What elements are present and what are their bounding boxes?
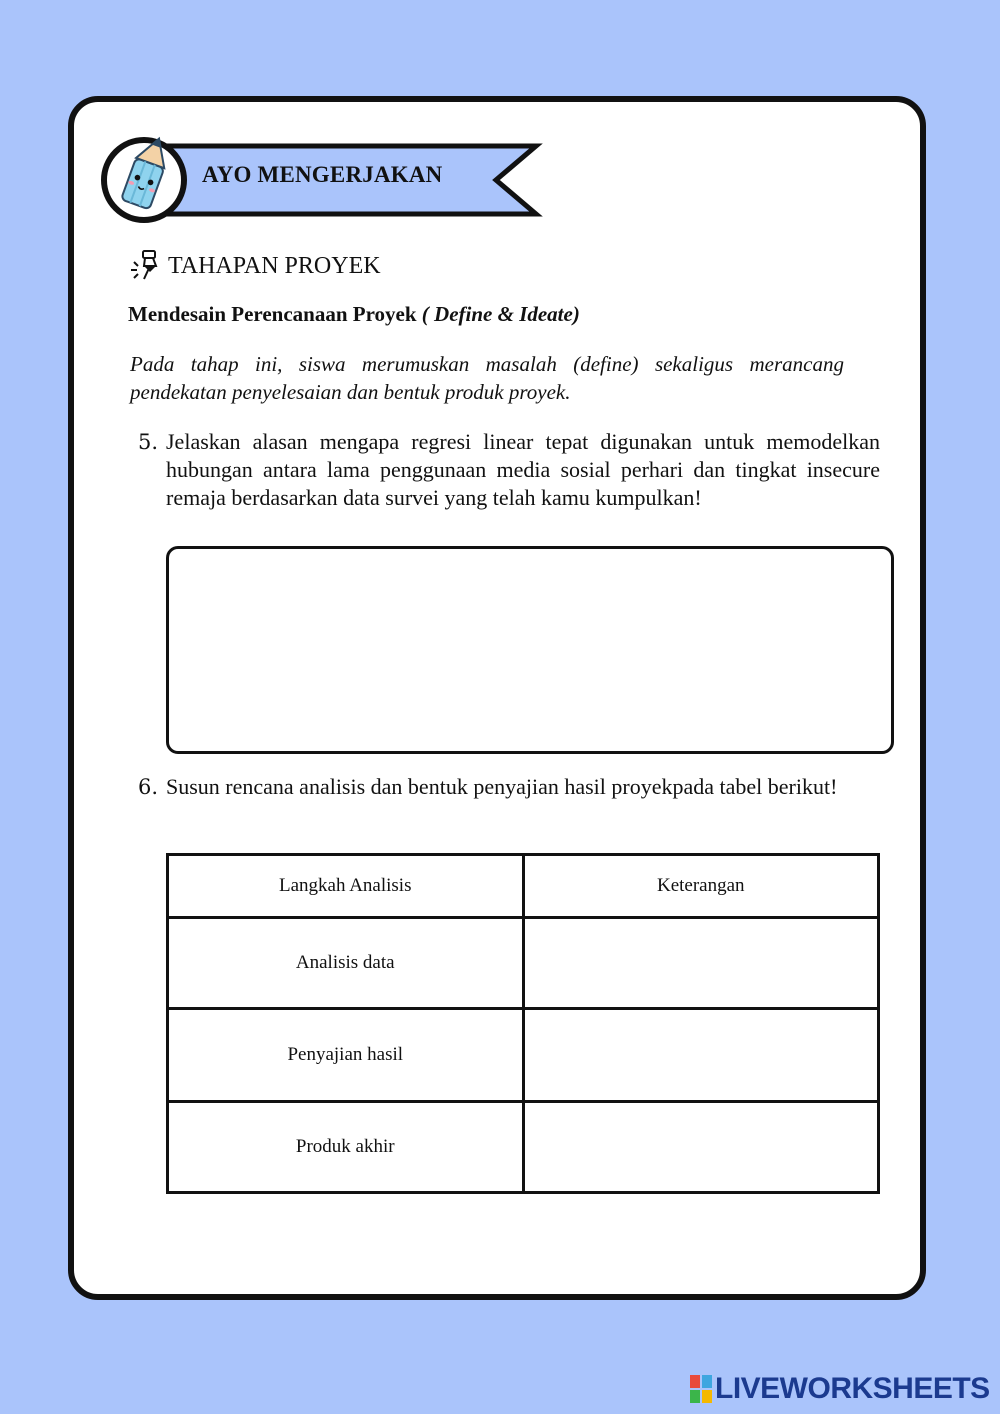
question-number: 6. — [138, 775, 159, 799]
liveworksheets-logo-icon — [690, 1375, 712, 1403]
section-heading — [128, 248, 381, 284]
header-langkah-analisis: Langkah Analisis — [168, 855, 524, 918]
question-text: Jelaskan alasan mengapa regresi linear tepat digunakan untuk memodelkan hubungan antara lama penggunaan media sosial perhari dan tingkat insecure remaja berdasarkan data survei yang telah kamu kumpulkan! — [166, 429, 880, 510]
table-header-row — [168, 855, 879, 918]
question-text: Susun rencana analisis dan bentuk penyajian hasil proyekpada tabel berikut! — [166, 774, 838, 799]
step-cell: Penyajian hasil — [168, 1009, 524, 1102]
question-6 — [138, 773, 880, 801]
note-input-cell[interactable] — [523, 1102, 879, 1193]
answer-textbox[interactable] — [166, 546, 894, 754]
step-cell: Analisis data — [168, 918, 524, 1009]
brand-name: LIVEWORKSHEETS — [715, 1372, 990, 1405]
section-label: TAHAPAN PROYEK — [168, 252, 381, 279]
banner-title: AYO MENGERJAKAN — [202, 162, 443, 187]
subtitle-main: Mendesain Perencanaan Proyek — [128, 302, 417, 326]
note-input-cell[interactable] — [523, 1009, 879, 1102]
table-row — [168, 1009, 879, 1102]
note-input-cell[interactable] — [523, 918, 879, 1009]
intro-paragraph: Pada tahap ini, siswa merumuskan masalah (define) sekaligus merancang pendekatan penyelesaian dan bentuk produk proyek. — [130, 352, 844, 404]
section-banner — [100, 128, 550, 228]
table-row — [168, 918, 879, 1009]
pushpin-icon — [128, 248, 166, 284]
analysis-plan-table — [166, 853, 880, 1194]
header-keterangan: Keterangan — [523, 855, 879, 918]
step-cell: Produk akhir — [168, 1102, 524, 1193]
table-row — [168, 1102, 879, 1193]
question-number: 5. — [138, 430, 159, 454]
subtitle — [128, 302, 580, 327]
subtitle-phase: ( Define & Ideate) — [421, 302, 580, 326]
liveworksheets-brand — [690, 1372, 990, 1406]
question-5 — [138, 428, 880, 512]
